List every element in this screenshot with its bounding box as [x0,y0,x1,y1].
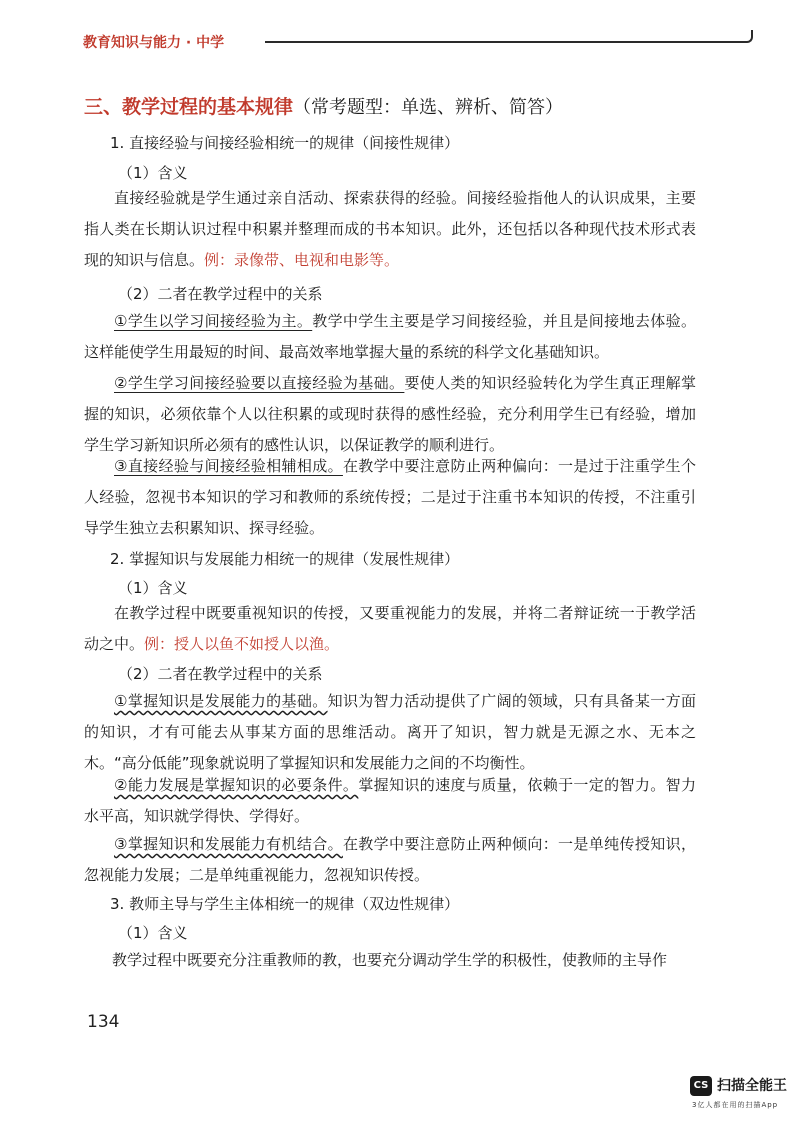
law1-relation-label: （2）二者在教学过程中的关系 [118,285,323,303]
running-header [83,30,673,52]
law1-point3-key: ③直接经验与间接经验相辅相成。 [114,457,343,475]
law3-meaning-text: 教学过程中既要充分注重教师的教，也要充分调动学生学的积极性，使教师的主导作 [112,951,668,969]
law2-point2-text: 掌握知识的速度与质量，依赖于一定的智力。智力水平高，知识就学得快、学得好。 [84,776,696,825]
law2-point1 [84,686,696,779]
law2-point3 [84,829,696,891]
law2-meaning-example: 例：授人以鱼不如授人以渔。 [144,635,340,653]
law3-meaning-label: （1）含义 [118,924,188,942]
section-title [84,92,563,119]
law2-point2 [84,770,696,832]
law2-point1-text: 知识为智力活动提供了广阔的领域，只有具备某一方面的知识，才有可能去从事某方面的思维活动。离开了知识，智力就是无源之水、无本之木。“高分低能”现象就说明了掌握知识和发展能力之间的不均衡性。 [84,692,696,772]
law1-meaning-text: 直接经验就是学生通过亲自活动、探索获得的经验。间接经验指他人的认识成果，主要指人类在长期认识过程中积累并整理而成的书本知识。此外，还包括以各种现代技术形式表现的知识与信息。 [84,189,696,269]
law1-point3-text: 在教学中要注意防止两种偏向：一是过于注重学生个人经验，忽视书本知识的学习和教师的系统传授；二是过于注重书本知识的传授，不注重引导学生独立去积累知识、探寻经验。 [84,457,696,537]
law3-heading: 3. 教师主导与学生主体相统一的规律（双边性规律） [110,895,460,913]
section-note: （常考题型：单选、辨析、简答） [293,97,564,118]
law2-meaning-label: （1）含义 [118,579,188,597]
law2-point2-key: ②能力发展是掌握知识的必要条件。 [114,776,359,794]
scanner-watermark [690,1074,790,1114]
header-rule [265,41,747,43]
header-title: 教育知识与能力 · 中学 [83,35,225,51]
law3-meaning-paragraph [84,945,696,976]
section-title-text: 三、教学过程的基本规律 [84,96,294,118]
law2-meaning-paragraph [84,598,696,660]
law2-meaning-text: 在教学过程中既要重视知识的传授，又要重视能力的发展，并将二者辩证统一于教学活动之中。 [84,604,696,653]
watermark-name: 扫描全能王 [717,1078,787,1094]
law1-point3 [84,451,696,544]
law2-heading: 2. 掌握知识与发展能力相统一的规律（发展性规律） [110,550,460,568]
law1-point1 [84,306,696,368]
law1-meaning-example: 例：录像带、电视和电影等。 [204,251,400,269]
page-number: 134 [87,1012,120,1032]
law1-meaning-paragraph [84,183,696,276]
law2-point3-text: 在教学中要注意防止两种倾向：一是单纯传授知识，忽视能力发展；二是单纯重视能力，忽视知识传授。 [84,835,696,884]
law1-point1-key: ①学生以学习间接经验为主。 [114,312,313,330]
law1-meaning-label: （1）含义 [118,164,188,182]
law2-point1-key: ①掌握知识是发展能力的基础。 [114,692,328,710]
camscanner-logo-icon: CS [690,1076,712,1096]
law1-point2 [84,368,696,461]
watermark-tagline: 3亿人都在用的扫描App [692,1101,779,1109]
law2-relation-label: （2）二者在教学过程中的关系 [118,665,323,683]
law1-point2-text: 要使人类的知识经验转化为学生真正理解掌握的知识，必须依靠个人以往积累的或现时获得的感性经验，充分利用学生已有经验，增加学生学习新知识所必须有的感性认识，以保证教学的顺利进行。 [84,374,696,454]
law1-point1-text: 教学中学生主要是学习间接经验，并且是间接地去体验。这样能使学生用最短的时间、最高效率地掌握大量的系统的科学文化基础知识。 [84,312,696,361]
law1-point2-key: ②学生学习间接经验要以直接经验为基础。 [114,374,405,392]
header-rule-end [745,30,753,43]
law1-heading: 1. 直接经验与间接经验相统一的规律（间接性规律） [110,134,460,152]
law2-point3-key: ③掌握知识和发展能力有机结合。 [114,835,343,853]
